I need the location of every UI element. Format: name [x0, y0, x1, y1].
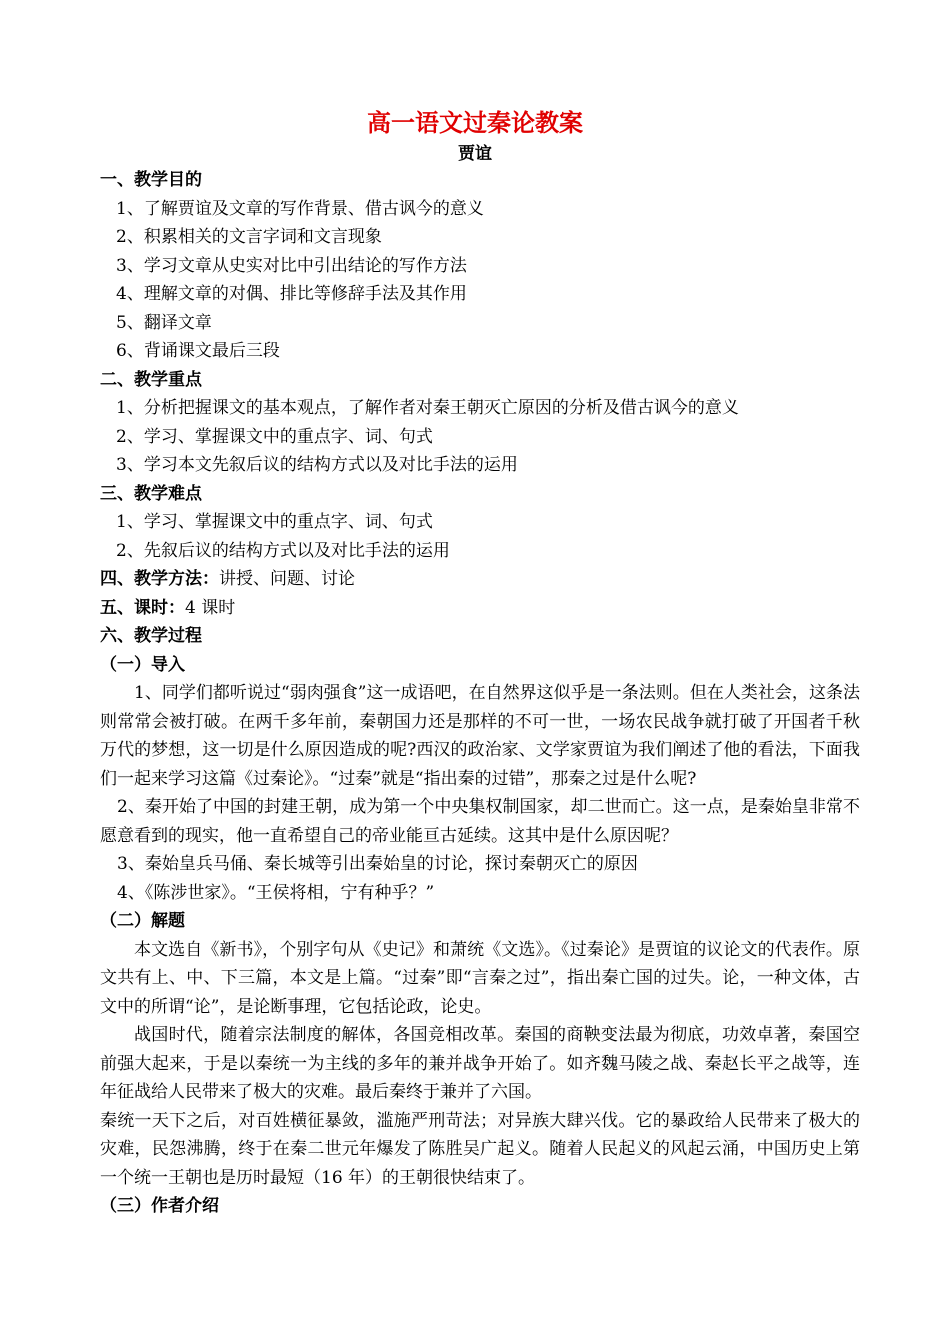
- author-name: 贾谊: [458, 144, 492, 164]
- goal-item: 2、积累相关的文言字词和文言现象: [116, 227, 382, 247]
- subsection-heading-author: （三）作者介绍: [100, 1196, 219, 1216]
- intro-paragraph: 3、秦始皇兵马俑、秦长城等引出秦始皇的讨论，探讨秦朝灭亡的原因: [117, 854, 638, 874]
- goal-item: 4、理解文章的对偶、排比等修辞手法及其作用: [116, 284, 467, 304]
- goal-item: 5、翻译文章: [116, 312, 212, 333]
- section-heading-process: 六、教学过程: [100, 626, 202, 646]
- key-point-item: 1、分析把握课文的基本观点，了解作者对秦王朝灭亡原因的分析及借古讽今的意义: [116, 398, 739, 418]
- goal-item: 3、学习文章从史实对比中引出结论的写作方法: [116, 255, 467, 276]
- methods-text: 讲授、问题、讨论: [219, 569, 355, 589]
- document-body: [100, 166, 860, 1221]
- explain-paragraph: 秦统一天下之后，对百姓横征暴敛，滥施严刑苛法；对异族大肆兴伐。它的暴政给人民带来了极大的灾难，民怨沸腾，终于在秦二世元年爆发了陈胜吴广起义。随着人民起义的风起云涌，中国历史上第一个统一王朝也是历时最短（16 年）的王朝很快结束了。: [100, 1110, 860, 1188]
- subsection-heading-explain: （二）解题: [100, 911, 185, 931]
- section-hours: [100, 594, 860, 623]
- section-methods: [100, 565, 860, 594]
- section-heading-goals: 一、教学目的: [100, 170, 202, 190]
- hours-text: 4 课时: [185, 597, 236, 618]
- key-point-item: 2、学习、掌握课文中的重点字、词、句式: [116, 426, 433, 447]
- methods-heading: 四、教学方法：: [100, 569, 219, 589]
- key-point-item: 3、学习本文先叙后议的结构方式以及对比手法的运用: [116, 455, 518, 475]
- intro-paragraph: 2、秦开始了中国的封建王朝，成为第一个中央集权制国家，却二世而亡。这一点，是秦始皇非常不愿意看到的现实，他一直希望自己的帝业能亘古延续。这其中是什么原因呢？: [100, 797, 860, 846]
- explain-paragraph: 战国时代，随着宗法制度的解体，各国竞相改革。秦国的商鞅变法最为彻底，功效卓著，秦国空前强大起来，于是以秦统一为主线的多年的兼并战争开始了。如齐魏马陵之战、秦赵长平之战等，连年征战给人民带来了极大的灾难。最后秦终于兼并了六国。: [100, 1025, 860, 1102]
- subsection-heading-intro: （一）导入: [100, 654, 185, 675]
- difficulty-item: 2、先叙后议的结构方式以及对比手法的运用: [116, 540, 450, 561]
- difficulty-item: 1、学习、掌握课文中的重点字、词、句式: [116, 512, 433, 532]
- goal-item: 6、背诵课文最后三段: [116, 341, 280, 361]
- intro-paragraph: 1、同学们都听说过“弱肉强食”这一成语吧，在自然界这似乎是一条法则。但在人类社会，这条法则常常会被打破。在两千多年前，秦朝国力还是那样的不可一世，一场农民战争就打破了开国者千秋万代的梦想，这一切是什么原因造成的呢?西汉的政治家、文学家贾谊为我们阐述了他的看法，下面我们一起来学习这篇《过秦论》。“过秦”就是“指出秦的过错”，那秦之过是什么呢?: [100, 683, 860, 789]
- hours-heading: 五、课时：: [100, 597, 185, 618]
- page-title: 高一语文过秦论教案: [367, 109, 583, 137]
- section-heading-key-points: 二、教学重点: [100, 369, 202, 390]
- goal-item: 1、了解贾谊及文章的写作背景、借古讽今的意义: [116, 198, 484, 219]
- section-heading-difficulties: 三、教学难点: [100, 483, 202, 504]
- explain-paragraph: 本文选自《新书》，个别字句从《史记》和萧统《文选》。《过秦论》是贾谊的议论文的代表作。原文共有上、中、下三篇，本文是上篇。“过秦”即“言秦之过”，指出秦亡国的过失。论，一种文体，古文中的所谓“论”，是论断事理，它包括论政，论史。: [100, 939, 860, 1017]
- intro-paragraph: 4、《陈涉世家》。“王侯将相，宁有种乎？”: [117, 882, 435, 903]
